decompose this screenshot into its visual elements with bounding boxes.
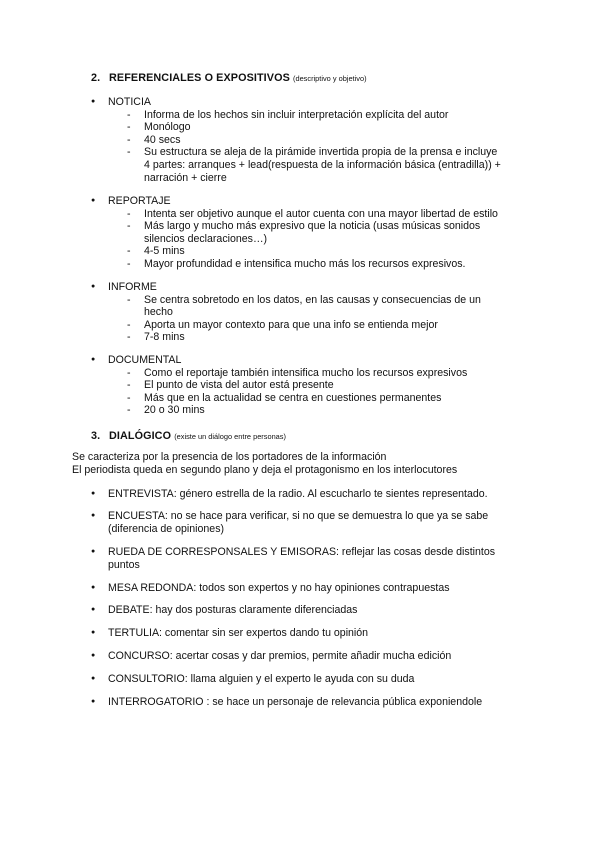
dialogic-item-tertulia: ● TERTULIA: comentar sin ser expertos dando tu opinión — [91, 627, 521, 640]
list-item: - Más largo y mucho más expresivo que la noticia (usas músicas sonidos silencios declaraciones…) — [91, 220, 506, 245]
dialogic-item-rueda: ● RUEDA DE CORRESPONSALES Y EMISORAS: reflejar las cosas desde distintos puntos — [91, 546, 521, 571]
genre-title: ● DOCUMENTAL — [91, 354, 521, 367]
section-3-number: 3. — [91, 430, 101, 442]
genre-items — [91, 294, 521, 344]
list-item: - Aporta un mayor contexto para que una info se entienda mejor — [91, 319, 506, 332]
genre-reportaje — [91, 195, 521, 271]
genre-items — [91, 367, 521, 417]
section-2-number: 2. — [91, 72, 101, 84]
genre-items — [91, 109, 521, 185]
dialogic-item-mesa-redonda: ● MESA REDONDA: todos son expertos y no hay opiniones contrapuestas — [91, 582, 521, 595]
list-item: - 7-8 mins — [91, 331, 506, 344]
list-item: - Más que en la actualidad se centra en cuestiones permanentes — [91, 392, 506, 405]
list-item: - Como el reportaje también intensifica mucho los recursos expresivos — [91, 367, 506, 380]
genre-documental — [91, 354, 521, 417]
genre-title: ● REPORTAJE — [91, 195, 521, 208]
list-item: - Intenta ser objetivo aunque el autor cuenta con una mayor libertad de estilo — [91, 208, 506, 221]
dialogic-item-concurso: ● CONCURSO: acertar cosas y dar premios, permite añadir mucha edición — [91, 650, 521, 663]
section-3-note: (existe un diálogo entre personas) — [174, 432, 286, 441]
dialogic-item-encuesta: ● ENCUESTA: no se hace para verificar, si no que se demuestra lo que ya se sabe (diferencia de opiniones) — [91, 510, 521, 535]
dialogic-item-consultorio: ● CONSULTORIO: llama alguien y el experto le ayuda con su duda — [91, 673, 521, 686]
section-3-title: DIALÓGICO — [109, 430, 172, 442]
genre-informe — [91, 281, 521, 344]
list-item: - 4-5 mins — [91, 245, 506, 258]
list-item: - Mayor profundidad e intensifica mucho más los recursos expresivos. — [91, 258, 506, 271]
genre-title: ● NOTICIA — [91, 96, 521, 109]
dialogic-item-interrogatorio: ● INTERROGATORIO : se hace un personaje de relevancia pública exponiendole — [91, 696, 521, 709]
dialogic-item-debate: ● DEBATE: hay dos posturas claramente diferenciadas — [91, 604, 521, 617]
section-2-heading — [91, 72, 367, 86]
list-item: - 40 secs — [91, 134, 506, 147]
list-item: - Informa de los hechos sin incluir interpretación explícita del autor — [91, 109, 506, 122]
genre-noticia — [91, 96, 521, 184]
list-item: - Su estructura se aleja de la pirámide invertida propia de la prensa e incluye 4 partes: arranques + lead(respuesta de la información básica (entradilla)) + narración + cierre — [91, 146, 506, 184]
intro-line: Se caracteriza por la presencia de los portadores de la información — [72, 451, 387, 463]
list-item: - El punto de vista del autor está presente — [91, 379, 506, 392]
genre-title: ● INFORME — [91, 281, 521, 294]
section-2-title: REFERENCIALES O EXPOSITIVOS — [109, 72, 290, 84]
section-2-note: (descriptivo y objetivo) — [293, 74, 367, 83]
list-item: - Se centra sobretodo en los datos, en las causas y consecuencias de un hecho — [91, 294, 506, 319]
intro-line: El periodista queda en segundo plano y deja el protagonismo en los interlocutores — [72, 464, 458, 476]
dialogic-item-entrevista: ● ENTREVISTA: género estrella de la radio. Al escucharlo te sientes representado. — [91, 488, 521, 501]
list-item: - Monólogo — [91, 121, 506, 134]
genre-items — [91, 208, 521, 271]
section-3-heading — [91, 430, 286, 444]
list-item: - 20 o 30 mins — [91, 404, 506, 417]
